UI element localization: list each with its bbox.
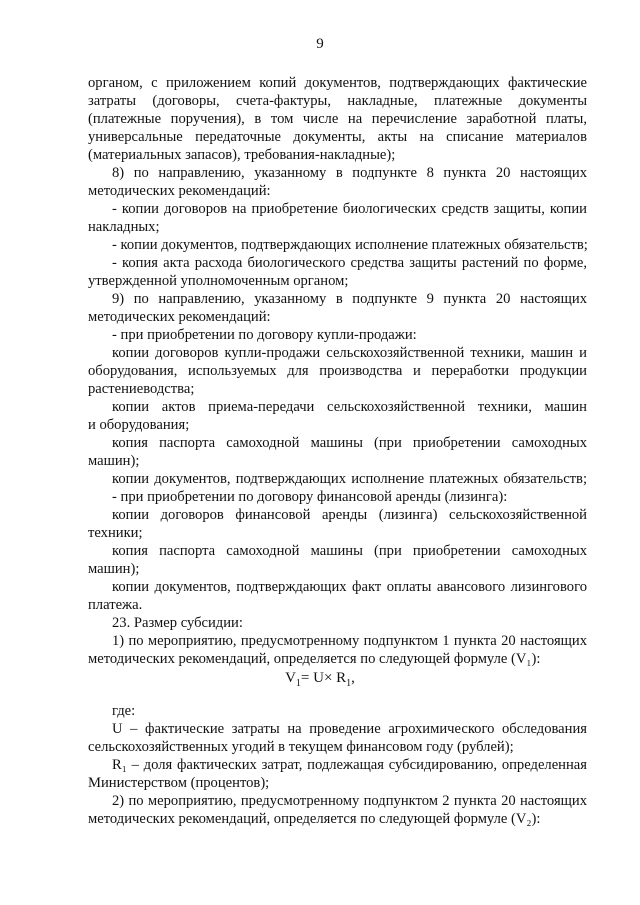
- text-line: 23. Размер субсидии:: [112, 615, 243, 631]
- text-line: где:: [112, 703, 136, 719]
- text-line: - копии договоров на приобретение биологических средств защиты, копии: [112, 201, 587, 217]
- formula-rhs: = U× R: [300, 670, 347, 686]
- text-line: копии договоров купли-продажи сельскохозяйственной техники, машин и: [112, 345, 587, 361]
- text-line: растениеводства;: [88, 381, 195, 397]
- text-line: затраты (договоры, счета-фактуры, накладные, платежные документы: [88, 93, 587, 109]
- text-line: 1) по мероприятию, предусмотренному подпунктом 1 пункта 20 настоящих: [112, 633, 587, 649]
- text-line: - при приобретении по договору купли-продажи:: [112, 327, 417, 343]
- text-line: Министерством (процентов);: [88, 775, 270, 791]
- text-line: копия паспорта самоходной машины (при приобретении самоходных: [112, 543, 587, 559]
- formula-lhs: V: [285, 670, 296, 686]
- text-line: методических рекомендаций:: [88, 183, 271, 199]
- text-line: - копия акта расхода биологического средства защиты растений по форме,: [112, 255, 587, 271]
- text-line: - копии документов, подтверждающих исполнение платежных обязательств;: [112, 237, 588, 253]
- text-line: машин);: [88, 453, 140, 469]
- text-line: - при приобретении по договору финансовой аренды (лизинга):: [112, 489, 508, 505]
- page-number: 9: [316, 36, 324, 52]
- text-line: копии документов, подтверждающих исполнение платежных обязательств;: [112, 471, 587, 487]
- text-line: методических рекомендаций, определяется по следующей формуле (V₂):: [88, 811, 541, 827]
- text-line: 8) по направлению, указанному в подпункте 8 пункта 20 настоящих: [112, 165, 587, 181]
- formula-v1: [0, 668, 640, 694]
- text-line: накладных;: [88, 219, 160, 235]
- text-line: методических рекомендаций:: [88, 309, 271, 325]
- text-line: утвержденной уполномоченным органом;: [88, 273, 349, 289]
- text-line: копия паспорта самоходной машины (при приобретении самоходных: [112, 435, 587, 451]
- text-line: техники;: [88, 525, 143, 541]
- text-line: универсальные передаточные документы, акты на списание материалов: [88, 129, 587, 145]
- text-line: оборудования, используемых для производства и переработки продукции: [88, 363, 587, 379]
- text-line: (платежные поручения), в том числе на перечисление заработной платы,: [88, 111, 587, 127]
- text-line: сельскохозяйственных угодий в текущем финансовом году (рублей);: [88, 739, 514, 755]
- text-line: копии документов, подтверждающих факт оплаты авансового лизингового: [112, 579, 587, 595]
- text-line: копии договоров финансовой аренды (лизинга) сельскохозяйственной: [112, 507, 587, 523]
- text-line: 9) по направлению, указанному в подпункте 9 пункта 20 настоящих: [112, 291, 587, 307]
- text-line: платежа.: [88, 597, 143, 613]
- text-line: органом, с приложением копий документов, подтверждающих фактические: [88, 75, 587, 91]
- text-line: R₁ – доля фактических затрат, подлежащая субсидированию, определенная: [112, 757, 587, 773]
- text-line: копии актов приема-передачи сельскохозяйственной техники, машин: [112, 399, 587, 415]
- formula-lhs-sub: 1: [295, 678, 301, 689]
- text-line: машин);: [88, 561, 140, 577]
- text-line: (материальных запасов), требования-накладные);: [88, 147, 396, 163]
- text-line: 2) по мероприятию, предусмотренному подпунктом 2 пункта 20 настоящих: [112, 793, 587, 809]
- text-line: методических рекомендаций, определяется по следующей формуле (V₁):: [88, 651, 541, 667]
- formula-rhs-sub: 1: [346, 678, 352, 689]
- text-line: и оборудования;: [88, 417, 190, 433]
- formula-tail: ,: [351, 670, 355, 686]
- text-line: U – фактические затраты на проведение агрохимического обследования: [112, 721, 587, 737]
